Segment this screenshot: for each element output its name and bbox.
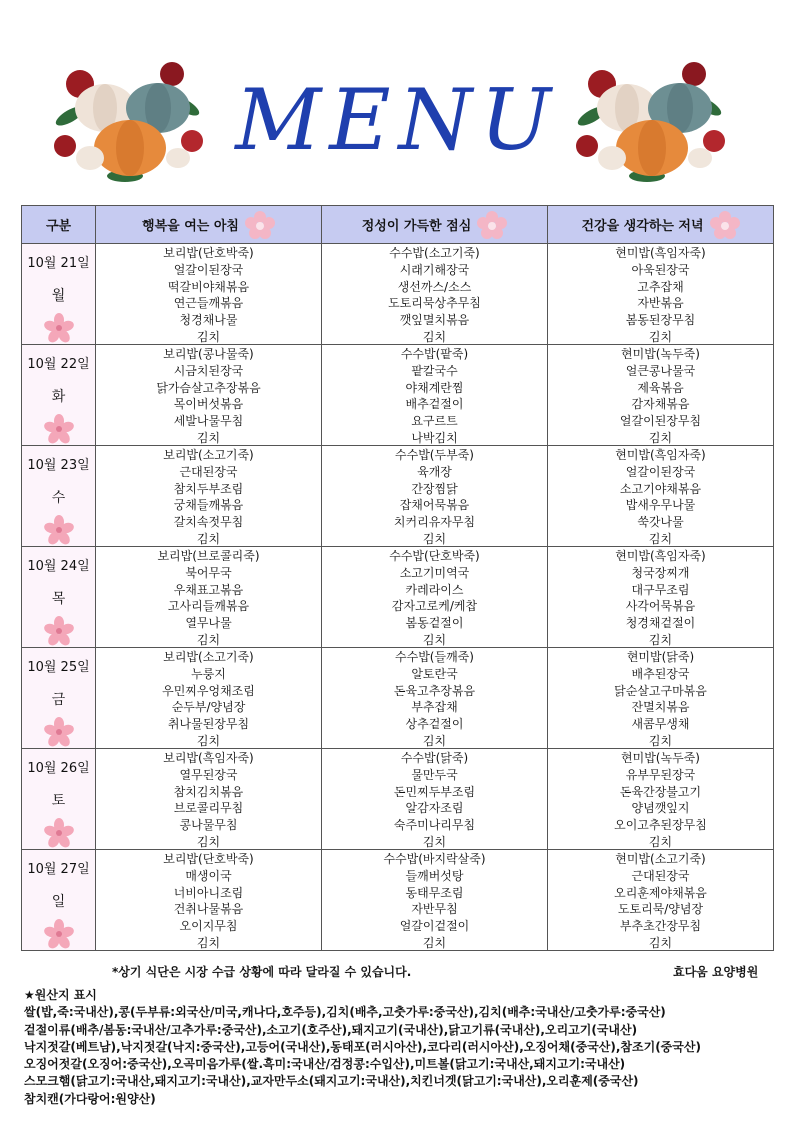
menu-item: 잔멸치볶음 xyxy=(631,700,690,715)
menu-item: 양념깻잎지 xyxy=(631,801,690,816)
menu-item: 소고기미역국 xyxy=(399,565,470,580)
menu-item: 김치 xyxy=(648,430,673,445)
menu-item: 근대된장국 xyxy=(631,868,690,883)
menu-item: 참치김치볶음 xyxy=(173,784,244,799)
dinner-cell xyxy=(548,850,774,951)
menu-item: 열무된장국 xyxy=(179,767,238,782)
header-breakfast: 행복을 여는 아침 xyxy=(96,206,322,244)
menu-item: 자반무침 xyxy=(411,902,458,917)
pumpkin-bouquet-right xyxy=(572,46,727,186)
day-weekday: 일 xyxy=(51,894,66,910)
breakfast-cell xyxy=(96,446,322,547)
day-date: 10월 24일 xyxy=(27,559,90,574)
flower-icon xyxy=(44,717,74,747)
menu-item: 배추된장국 xyxy=(631,666,690,681)
breakfast-cell xyxy=(96,244,322,345)
menu-item: 누룽지 xyxy=(191,666,226,681)
origin-line: 오징어젓갈(오징어:중국산),오곡미음가루(쌀.흑미:국내산/검정콩:수입산),미트볼(닭고기:국내산,돼지고기:국내산) xyxy=(24,1057,626,1072)
menu-item: 김치 xyxy=(422,632,447,647)
table-row xyxy=(22,244,774,345)
menu-item: 상추겉절이 xyxy=(405,717,464,732)
menu-item: 현미밥(흑임자죽) xyxy=(615,448,706,462)
menu-item: 얼갈이된장무침 xyxy=(619,414,702,429)
menu-item: 요구르트 xyxy=(411,414,458,429)
menu-item: 돈민찌두부조림 xyxy=(393,784,476,799)
origin-line: 겉절이류(배추/봄동:국내산/고추가루:중국산),소고기(호주산),돼지고기(국내산),닭고기류(국내산),오리고기(국내산) xyxy=(24,1022,638,1037)
menu-item: 야채계란찜 xyxy=(405,380,464,395)
lunch-cell xyxy=(322,446,548,547)
lunch-cell xyxy=(322,345,548,446)
day-date: 10월 22일 xyxy=(27,357,90,372)
menu-item: 얼큰콩나물국 xyxy=(625,363,696,378)
menu-item: 김치 xyxy=(422,531,447,546)
lunch-cell xyxy=(322,850,548,951)
table-row xyxy=(22,547,774,648)
menu-header xyxy=(0,0,794,200)
menu-item: 수수밥(두부죽) xyxy=(395,448,474,462)
menu-item: 김치 xyxy=(422,834,447,849)
lunch-cell xyxy=(322,648,548,749)
notes-row xyxy=(0,960,794,984)
day-weekday: 화 xyxy=(51,389,66,405)
origin-line: 쌀(밥,죽:국내산),콩(두부류:외국산/미국,캐나다,호주등),김치(배추,고춧가루:중국산),김치(배추:국내산/고춧가루:중국산) xyxy=(24,1005,666,1020)
menu-item: 김치 xyxy=(196,531,221,546)
flower-icon xyxy=(44,313,74,343)
menu-item: 들깨버섯탕 xyxy=(405,868,464,883)
day-cell xyxy=(22,749,96,850)
menu-header-row xyxy=(22,206,774,244)
menu-item: 수수밥(닭죽) xyxy=(400,751,469,765)
breakfast-cell xyxy=(96,345,322,446)
table-row xyxy=(22,850,774,951)
menu-item: 청경채나물 xyxy=(179,313,238,328)
menu-item: 고추잡채 xyxy=(637,279,684,294)
menu-item: 깻잎멸치볶음 xyxy=(399,313,470,328)
menu-item: 수수밥(바지락살죽) xyxy=(383,852,486,866)
menu-item: 현미밥(녹두죽) xyxy=(621,347,700,361)
breakfast-cell xyxy=(96,850,322,951)
day-weekday: 월 xyxy=(51,288,66,304)
lunch-cell xyxy=(322,749,548,850)
table-row xyxy=(22,345,774,446)
menu-item: 쑥갓나물 xyxy=(637,515,684,530)
day-date: 10월 25일 xyxy=(27,660,90,675)
menu-item: 김치 xyxy=(648,935,673,950)
menu-item: 아욱된장국 xyxy=(631,262,690,277)
menu-item: 김치 xyxy=(648,733,673,748)
flower-icon xyxy=(44,616,74,646)
lunch-cell xyxy=(322,547,548,648)
menu-item: 오리훈제야채볶음 xyxy=(614,885,707,900)
header-category: 구분 xyxy=(22,206,96,244)
origin-line: 스모크햄(닭고기:국내산,돼지고기:국내산),교자만두소(돼지고기:국내산),치킨너겟(닭고기:국내산),오리훈제(중국산) xyxy=(24,1074,639,1089)
menu-item: 김치 xyxy=(196,935,221,950)
menu-item: 돈육고추장볶음 xyxy=(393,683,476,698)
flower-icon xyxy=(44,818,74,848)
dinner-cell xyxy=(548,749,774,850)
day-cell xyxy=(22,345,96,446)
flower-icon xyxy=(245,211,275,239)
menu-item: 현미밥(녹두죽) xyxy=(621,751,700,765)
menu-item: 수수밥(소고기죽) xyxy=(389,246,480,260)
menu-item: 카레라이스 xyxy=(405,582,464,597)
menu-item: 김치 xyxy=(196,834,221,849)
day-weekday: 토 xyxy=(51,793,66,809)
menu-item: 제육볶음 xyxy=(637,380,684,395)
day-weekday: 수 xyxy=(51,490,66,506)
menu-item: 오이지무침 xyxy=(179,919,238,934)
menu-item: 알감자조림 xyxy=(405,801,464,816)
menu-item: 연근들깨볶음 xyxy=(173,296,244,311)
menu-item: 얼갈이된장국 xyxy=(173,262,244,277)
header-dinner: 건강을 생각하는 저녁 xyxy=(548,206,774,244)
page-title: MENU xyxy=(235,71,559,169)
origin-line: 참치캔(가다랑어:원양산) xyxy=(24,1091,156,1106)
dinner-cell xyxy=(548,648,774,749)
table-row xyxy=(22,446,774,547)
menu-item: 수수밥(들깨죽) xyxy=(395,650,474,664)
menu-item: 김치 xyxy=(422,329,447,344)
menu-item: 치커리유자무침 xyxy=(393,515,476,530)
menu-item: 고사리들깨볶음 xyxy=(167,599,250,614)
menu-item: 궁채들깨볶음 xyxy=(173,498,244,513)
dinner-cell xyxy=(548,547,774,648)
dinner-cell xyxy=(548,345,774,446)
menu-item: 부추잡채 xyxy=(411,700,458,715)
menu-item: 김치 xyxy=(648,632,673,647)
menu-item: 보리밥(흑임자죽) xyxy=(163,751,254,765)
menu-item: 부추초간장무침 xyxy=(619,919,702,934)
breakfast-cell xyxy=(96,648,322,749)
menu-item: 간장찜닭 xyxy=(411,481,458,496)
menu-item: 도토리묵/양념장 xyxy=(617,902,704,917)
menu-item: 북어무국 xyxy=(185,565,232,580)
day-cell xyxy=(22,547,96,648)
origin-section xyxy=(24,987,784,1108)
menu-item: 매생이국 xyxy=(185,868,232,883)
menu-item: 시래기해장국 xyxy=(399,262,470,277)
flower-icon xyxy=(477,211,507,239)
origin-line: 낙지젓갈(베트남),낙지젓갈(낙지:중국산),고등어(국내산),동태포(러시아산),코다리(러시아산),오징어채(중국산),참조기(중국산) xyxy=(24,1039,701,1054)
menu-item: 밥새우무나물 xyxy=(625,498,696,513)
menu-item: 돈육간장불고기 xyxy=(619,784,702,799)
dinner-cell xyxy=(548,446,774,547)
menu-notice: *상기 식단은 시장 수급 상황에 따라 달라질 수 있습니다. xyxy=(112,965,412,979)
menu-item: 김치 xyxy=(648,329,673,344)
menu-item: 대구무조림 xyxy=(631,582,690,597)
menu-item: 순두부/양념장 xyxy=(171,700,246,715)
menu-item: 목이버섯볶음 xyxy=(173,397,244,412)
day-weekday: 목 xyxy=(51,591,66,607)
menu-item: 닭순살고구마볶음 xyxy=(614,683,707,698)
menu-item: 건취나물볶음 xyxy=(173,902,244,917)
menu-item: 우채표고볶음 xyxy=(173,582,244,597)
menu-item: 김치 xyxy=(648,531,673,546)
menu-item: 현미밥(흑임자죽) xyxy=(615,246,706,260)
menu-item: 동태무조림 xyxy=(405,885,464,900)
breakfast-cell xyxy=(96,749,322,850)
menu-item: 김치 xyxy=(196,329,221,344)
table-row xyxy=(22,749,774,850)
day-cell xyxy=(22,244,96,345)
day-date: 10월 26일 xyxy=(27,761,90,776)
menu-item: 배추겉절이 xyxy=(405,397,464,412)
menu-item: 소고기야채볶음 xyxy=(619,481,702,496)
menu-item: 유부무된장국 xyxy=(625,767,696,782)
menu-item: 브로콜리무침 xyxy=(173,801,244,816)
menu-item: 생선까스/소스 xyxy=(397,279,472,294)
menu-item: 얼갈이된장국 xyxy=(625,464,696,479)
origin-title: ★원산지 표시 xyxy=(24,988,97,1002)
breakfast-cell xyxy=(96,547,322,648)
menu-item: 사각어묵볶음 xyxy=(625,599,696,614)
day-cell xyxy=(22,446,96,547)
menu-item: 알토란국 xyxy=(411,666,458,681)
menu-item: 너비아니조림 xyxy=(173,885,244,900)
flower-icon xyxy=(710,211,740,239)
day-date: 10월 27일 xyxy=(27,862,90,877)
menu-item: 현미밥(소고기죽) xyxy=(615,852,706,866)
menu-item: 수수밥(팥죽) xyxy=(400,347,469,361)
menu-item: 숙주미나리무침 xyxy=(393,818,476,833)
menu-item: 닭가슴살고추장볶음 xyxy=(156,380,261,395)
menu-item: 김치 xyxy=(422,935,447,950)
flower-icon xyxy=(44,414,74,444)
menu-item: 감자채볶음 xyxy=(631,397,690,412)
menu-item: 김치 xyxy=(648,834,673,849)
menu-item: 청국장찌개 xyxy=(631,565,690,580)
menu-item: 육개장 xyxy=(417,464,452,479)
day-cell xyxy=(22,648,96,749)
flower-icon xyxy=(44,919,74,949)
menu-item: 오이고추된장무침 xyxy=(614,818,707,833)
menu-item: 보리밥(브로콜리죽) xyxy=(157,549,260,563)
menu-item: 떡갈비야채볶음 xyxy=(167,279,250,294)
menu-item: 팥칼국수 xyxy=(411,363,458,378)
menu-item: 잡채어묵볶음 xyxy=(399,498,470,513)
menu-item: 보리밥(소고기죽) xyxy=(163,650,254,664)
menu-item: 콩나물무침 xyxy=(179,818,238,833)
menu-item: 봄동겉절이 xyxy=(405,616,464,631)
menu-item: 청경채겉절이 xyxy=(625,616,696,631)
header-lunch: 정성이 가득한 점심 xyxy=(322,206,548,244)
menu-item: 나박김치 xyxy=(411,430,458,445)
menu-item: 현미밥(흑임자죽) xyxy=(615,549,706,563)
menu-item: 근대된장국 xyxy=(179,464,238,479)
menu-item: 봄동된장무침 xyxy=(625,313,696,328)
menu-item: 참치두부조림 xyxy=(173,481,244,496)
menu-item: 보리밥(콩나물죽) xyxy=(163,347,254,361)
day-weekday: 금 xyxy=(51,692,66,708)
hospital-name: 효다움 요양병원 xyxy=(673,965,759,979)
menu-item: 얼갈이겉절이 xyxy=(399,919,470,934)
menu-item: 도토리묵상추무침 xyxy=(388,296,481,311)
menu-item: 열무나물 xyxy=(185,616,232,631)
day-date: 10월 21일 xyxy=(27,256,90,271)
menu-item: 물만두국 xyxy=(411,767,458,782)
table-row xyxy=(22,648,774,749)
menu-item: 시금치된장국 xyxy=(173,363,244,378)
menu-table xyxy=(21,205,774,951)
menu-item: 새콤무생채 xyxy=(631,717,690,732)
flower-icon xyxy=(44,515,74,545)
menu-item: 보리밥(단호박죽) xyxy=(163,852,254,866)
menu-item: 수수밥(단호박죽) xyxy=(389,549,480,563)
dinner-cell xyxy=(548,244,774,345)
day-date: 10월 23일 xyxy=(27,458,90,473)
menu-item: 보리밥(단호박죽) xyxy=(163,246,254,260)
lunch-cell xyxy=(322,244,548,345)
menu-item: 김치 xyxy=(422,733,447,748)
day-cell xyxy=(22,850,96,951)
menu-item: 김치 xyxy=(196,632,221,647)
menu-body xyxy=(22,244,774,951)
menu-item: 김치 xyxy=(196,430,221,445)
menu-item: 자반볶음 xyxy=(637,296,684,311)
menu-item: 취나물된장무침 xyxy=(167,717,250,732)
menu-item: 감자고로케/케찹 xyxy=(391,599,478,614)
menu-item: 김치 xyxy=(196,733,221,748)
menu-item: 보리밥(소고기죽) xyxy=(163,448,254,462)
menu-item: 현미밥(닭죽) xyxy=(626,650,695,664)
menu-item: 우민찌우엉채조림 xyxy=(162,683,255,698)
menu-item: 갈치속젓무침 xyxy=(173,515,244,530)
menu-item: 세발나물무침 xyxy=(173,414,244,429)
